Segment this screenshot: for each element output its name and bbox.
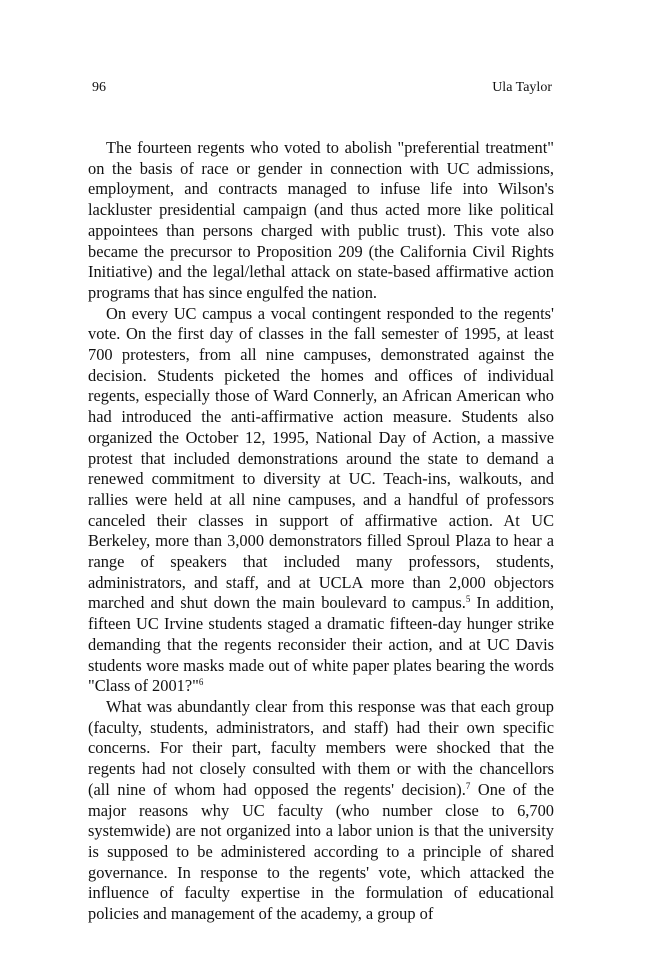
body-text [88, 138, 554, 925]
running-head-author: Ula Taylor [492, 80, 552, 95]
page-number: 96 [92, 80, 106, 95]
footnote-marker-5: 5 [465, 594, 471, 605]
paragraph-1-text: The fourteen regents who voted to abolish "preferential treatment" on the basis of race or gender in connection with UC admissions, employment, and contracts managed to infuse life into Wilson's lackluster presidential campaign (and thus acted more like political appointees than persons charged with public trust). This vote also became the precursor to Proposition 209 (the California Civil Rights Initiative) and the legal/lethal attack on state-based affirmative action programs that has since engulfed the nation. [88, 138, 554, 302]
paragraph-3-text-b: One of the major reasons why UC faculty (who number close to 6,700 systemwide) are not organized into a labor union is that the university is supposed to be administered according to a principle of shared governance. In response to the regents' vote, which attacked the influence of faculty expertise in the formulation of educational policies and management of the academy, a group of [88, 779, 554, 924]
paragraph-2 [88, 304, 554, 697]
footnote-marker-7: 7 [465, 780, 471, 791]
paragraph-3 [88, 697, 554, 925]
paragraph-2-text-a: On every UC campus a vocal contingent responded to the regents' vote. On the first day of classes in the fall semester of 1995, at least 700 protesters, from all nine campuses, demonstrated against the decision. Students picketed the homes and offices of individual regents, especially those of Ward Connerly, an African American who had introduced the anti-affirmative action measure. Students also organized the October 12, 1995, National Day of Action, a massive protest that included demonstrations around the state to demand a renewed commitment to diversity at UC. Teach-ins, walkouts, and rallies were held at all nine campuses, and a handful of professors canceled their classes in support of affirmative action. At UC Berkeley, more than 3,000 demonstrators filled Sproul Plaza to hear a range of speakers that included many professors, students, administrators, and staff, and at UCLA more than 2,000 objectors marched and shut down the main boulevard to campus. [88, 303, 554, 613]
paragraph-2-text-b: In addition, fifteen UC Irvine students staged a dramatic fifteen-day hunger strike demanding that the regents reconsider their action, and at UC Davis students wore masks made out of white paper plates bearing the words "Class of 2001?" [88, 593, 554, 696]
footnote-marker-6: 6 [198, 677, 204, 688]
running-head [92, 78, 552, 98]
paragraph-3-text-a: What was abundantly clear from this response was that each group (faculty, students, administrators, and staff) had their own specific concerns. For their part, faculty members were shocked that the regents had not closely consulted with them or with the chancellors (all nine of whom had opposed the regents' decision). [88, 696, 554, 799]
paragraph-1 [88, 138, 554, 304]
